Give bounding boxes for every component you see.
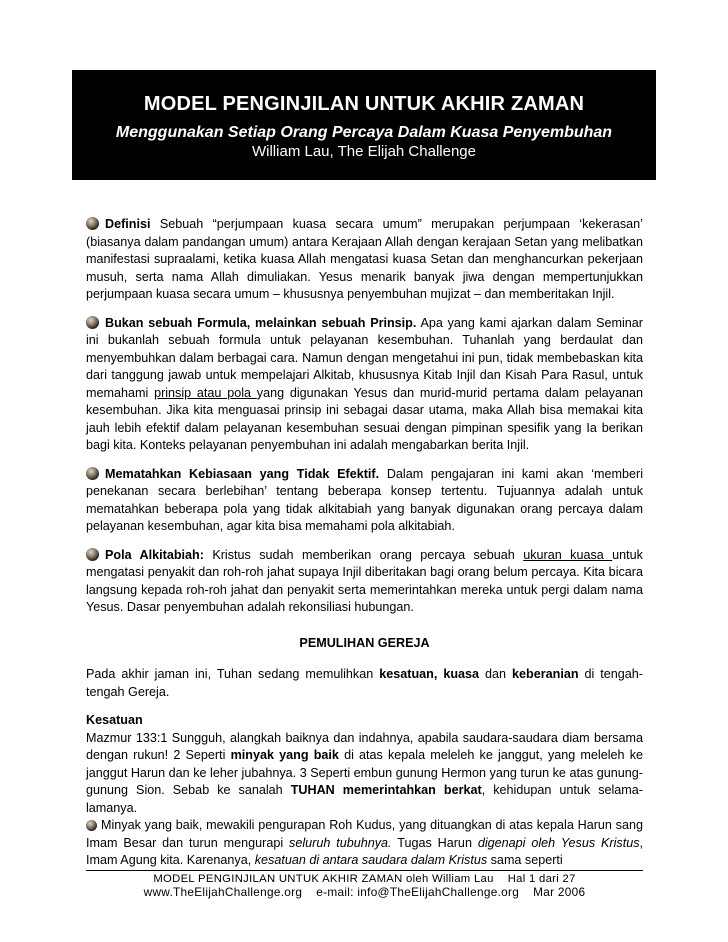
footer-line-2 bbox=[86, 885, 643, 899]
underlined-text: ukuran kuasa bbox=[523, 547, 613, 562]
underlined-text: prinsip atau pola bbox=[154, 385, 257, 400]
footer-email-tld: .org bbox=[497, 885, 520, 899]
paragraph-pola-alkitabiah bbox=[86, 547, 643, 617]
paragraph-text: untuk mengatasi penyakit dan roh-roh jahat supaya Injil diberitakan bagi orang belum percaya. Kita bicara langsung kepada roh-roh jahat dan penyakit serta memerintahkan mereka untuk pergi dalam nama Yesus. Dasar penyembuhan adalah rekonsiliasi hubungan. bbox=[86, 547, 643, 614]
footer-website: www.TheElijahChallenge.org bbox=[143, 885, 303, 899]
document-subtitle: Menggunakan Setiap Orang Percaya Dalam Kuasa Penyembuhan bbox=[115, 124, 613, 141]
sphere-bullet-icon bbox=[86, 316, 99, 329]
italic-text: seluruh tubuhnya. bbox=[289, 835, 392, 850]
sphere-bullet-icon bbox=[86, 820, 97, 831]
paragraph-text: di tengah-tengah Gereja. bbox=[86, 667, 643, 699]
paragraph-text: Sebuah “perjumpaan kuasa secara umum” merupakan perjumpaan ‘kekerasan’ (biasanya dalam pandangan umum) antara Kerajaan Allah dengan kerajaan Setan yang melibatkan manifestasi supraalami, ketika kuasa Allah mengatasi kuasa Setan dan menghancurkan pekerjaan musuh, serta nama Allah dimuliakan. Yesus menarik banyak jiwa dengan mempertunjukkan perjumpaan kuasa secara umum – khususnya penyembuhan mujizat – dan memberitakan Injil. bbox=[86, 217, 643, 301]
paragraph-text: Dalam pengajaran ini kami akan ‘memberi penekanan secara berlebihan’ tentang beberapa konsep tertentu. Tujuannya adalah untuk mematahkan beberapa pola yang tidak alkitabiah yang banyak digunakan orang percaya dalam pelayanan kesembuhan, agar kita bisa memahami pola alkitabiah. bbox=[86, 466, 643, 533]
paragraph-text: Apa yang kami ajarkan dalam Seminar ini bukanlah sebuah formula untuk pelayanan kesembuhan. Tuhanlah yang berdaulat dan menyembuhkan dalam berbagai cara. Namun dengan mengetahui ini pun, tidak membebaskan kita dari tanggung jawab untuk mempelajari Alkitab, khususnya Kitab Injil dan Kisah Para Rasul, untuk memahami bbox=[86, 315, 643, 400]
subsection-heading: Kesatuan bbox=[86, 713, 143, 727]
paragraph-text: yang digunakan Yesus dan murid-murid pertama dalam pelayanan kesembuhan. Jika kita menguasai prinsip ini sebagai dasar utama, maka Allah bisa memakai kita jauh lebih efektif dalam pelayanan kesembuhan sesuai dengan pimpinan spesifik yang Ia berikan bagi kita. Konteks pelayanan penyembuhan ini adalah mengabarkan berita Injil. bbox=[86, 385, 643, 452]
document-author: William Lau, The Elijah Challenge bbox=[251, 143, 476, 160]
paragraph-text: Mazmur 133:1 Sungguh, alangkah baiknya dan indahnya, apabila saudara-saudara diam bersama dengan rukun! 2 Seperti bbox=[86, 730, 643, 762]
paragraph-text: , Imam Agung kita. Karenanya, bbox=[86, 835, 644, 867]
sphere-bullet-icon bbox=[86, 467, 99, 480]
paragraph-text: Kristus sudah memberikan orang percaya sebuah bbox=[203, 547, 524, 562]
paragraph-bukan-formula bbox=[86, 315, 643, 455]
footer-line-1 bbox=[86, 871, 643, 885]
title-banner bbox=[72, 70, 656, 180]
footer-page-number: Hal 1 dari 27 bbox=[507, 873, 576, 885]
bold-text: keberanian bbox=[512, 667, 579, 681]
paragraph-text: sama seperti bbox=[487, 853, 563, 867]
paragraph-text: , kehidupan untuk selama-lamanya. bbox=[86, 783, 643, 815]
bold-text: kesatuan, kuasa bbox=[379, 667, 480, 681]
paragraph-text: Tugas Harun bbox=[391, 835, 478, 850]
paragraph-lead: Definisi bbox=[105, 217, 151, 231]
italic-text: digenapi oleh Yesus Kristus bbox=[477, 835, 640, 850]
bold-text: minyak yang baik bbox=[230, 748, 339, 762]
footer-doc-title: MODEL PENGINJILAN UNTUK AKHIR ZAMAN oleh William Lau bbox=[153, 873, 494, 885]
paragraph-mematahkan bbox=[86, 466, 643, 536]
paragraph-lead: Pola Alkitabiah: bbox=[105, 547, 204, 562]
document-title: MODEL PENGINJILAN UNTUK AKHIR ZAMAN bbox=[143, 93, 585, 115]
footer-email-domain: TheElijahChallenge bbox=[389, 885, 498, 899]
paragraph-text: Pada akhir jaman ini, Tuhan sedang memulihkan bbox=[86, 667, 380, 681]
bold-text: TUHAN memerintahkan berkat bbox=[290, 783, 482, 797]
footer-email-label: e-mail: info@ bbox=[316, 885, 390, 899]
paragraph-lead: Mematahkan Kebiasaan yang Tidak Efektif. bbox=[105, 466, 380, 481]
paragraph-text: dan bbox=[479, 667, 513, 681]
footer-date: Mar 2006 bbox=[533, 885, 586, 899]
paragraph-text: Minyak yang baik, mewakili pengurapan Roh Kudus, yang dituangkan di atas kepala Harun sang Imam Besar dan turun mengurapi bbox=[86, 818, 643, 850]
paragraph-text: di atas kepala meleleh ke janggut, yang meleleh ke janggut Harun dan ke leher jubahnya. 3 Seperti embun gunung Hermon yang turun ke atas gunung-gunung Sion. Sebab ke sanalah bbox=[86, 748, 643, 797]
sphere-bullet-icon bbox=[86, 548, 99, 561]
sphere-bullet-icon bbox=[86, 217, 99, 230]
section-heading: PEMULIHAN GEREJA bbox=[299, 635, 430, 650]
italic-text: kesatuan di antara saudara dalam Kristus bbox=[254, 853, 488, 867]
page-footer bbox=[86, 870, 643, 899]
paragraph-minyak bbox=[86, 817, 643, 870]
document-body bbox=[86, 216, 643, 870]
paragraph-pemulihan bbox=[86, 666, 643, 701]
paragraph-lead: Bukan sebuah Formula, melainkan sebuah Prinsip. bbox=[105, 315, 417, 330]
paragraph-mazmur bbox=[86, 730, 643, 818]
paragraph-definisi bbox=[86, 216, 643, 304]
